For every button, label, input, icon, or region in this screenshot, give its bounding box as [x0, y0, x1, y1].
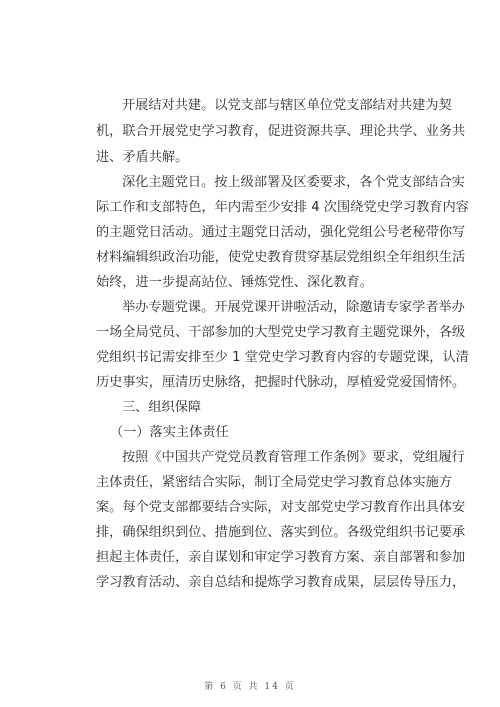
paragraph-line: 开展结对共建。以党支部与辖区单位党支部结对共建为契: [122, 98, 452, 113]
paragraph-line: 举办专题党课。开展党课开讲啦活动，除邀请专家学者举办: [122, 300, 465, 315]
paragraph-line: 深化主题党日。按上级部署及区委要求，各个党支部结合实: [122, 175, 465, 190]
paragraph-line: 始终，进一步提高站位、锤炼党性、深化教育。: [96, 275, 373, 290]
paragraph-line: 学习教育活动、亲自总结和提炼学习教育成果，层层传导压力，: [96, 575, 466, 590]
paragraph-line: 材料编辑织政治功能，使党史教育贯穿基层党组织全年组织生活: [96, 250, 466, 265]
paragraph-line: 机，联合开展党史学习教育，促进资源共享、理论共学、业务共: [96, 124, 466, 139]
paragraph-line: 主体责任，紧密结合实际，制订全局党史学习教育总体实施方: [96, 475, 453, 490]
page-number-footer: 第 6 页 共 14 页: [204, 682, 296, 692]
subsection-heading: （一）落实主体责任: [110, 425, 229, 440]
section-heading: 三、组织保障: [122, 400, 202, 415]
paragraph-line: 担起主体责任，亲自谋划和审定学习教育方案、亲自部署和参加: [96, 550, 466, 565]
paragraph-line: 按照《中国共产党党员教育管理工作条例》要求，党组履行: [122, 450, 465, 465]
paragraph-line: 一场全局党员、干部参加的大型党史学习教育主题党课外，各级: [96, 325, 466, 340]
paragraph-line: 的主题党日活动。通过主题党日活动，强化党组公号老秘带你写: [96, 225, 466, 240]
paragraph-line: 党组织书记需安排至少 1 堂党史学习教育内容的专题党课，认清: [96, 350, 469, 365]
paragraph-line: 际工作和支部特色，年内需至少安排 4 次围绕党史学习教育内容: [96, 200, 469, 215]
paragraph-line: 进、矛盾共解。: [96, 150, 189, 165]
paragraph-line: 案。每个党支部都要结合实际，对支部党史学习教育作出具体安: [96, 500, 466, 515]
paragraph-line: 历史事实，厘清历史脉络，把握时代脉动，厚植爱党爱国情怀。: [96, 375, 466, 390]
paragraph-line: 排，确保组织到位、措施到位、落实到位。各级党组织书记要承: [96, 525, 466, 540]
